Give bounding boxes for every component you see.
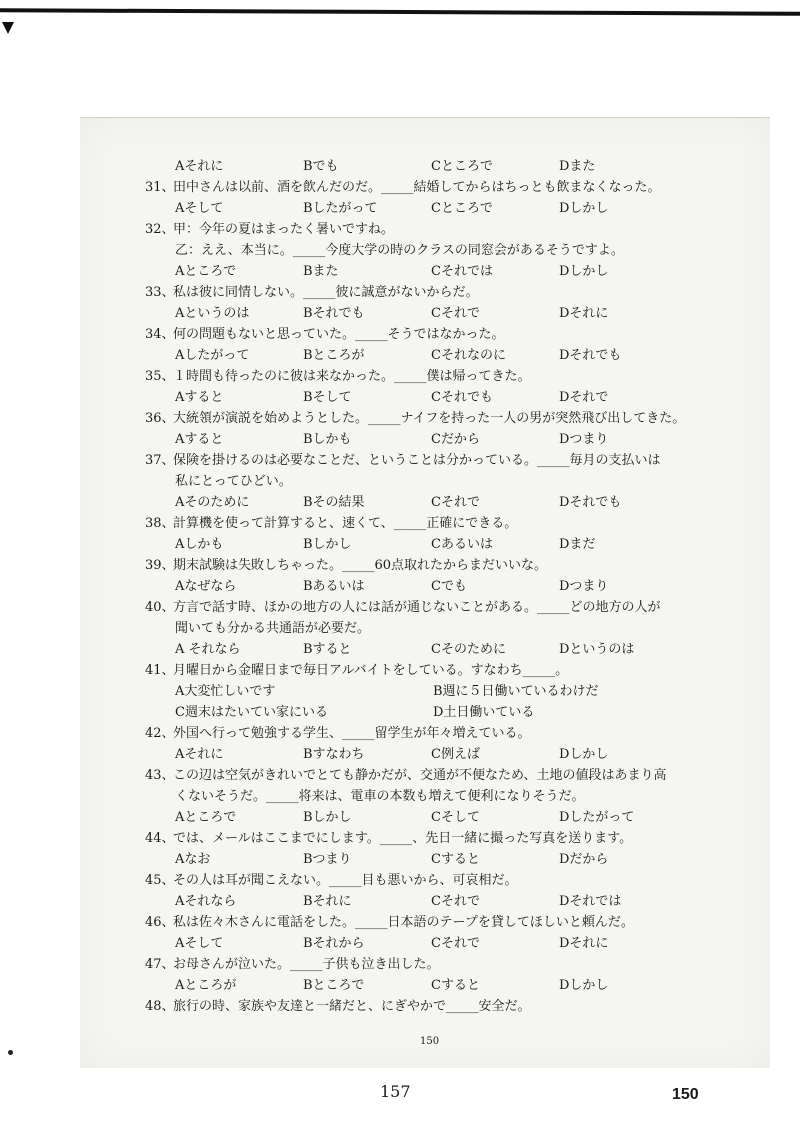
answer-option: Cすると [431, 852, 480, 867]
question-text-continued: くないそうだ。_____将来は、電車の本数も増えて便利になりそうだ。 [175, 789, 585, 804]
stamp-page-number: 150 [672, 1086, 699, 1103]
question-text: その人は耳が聞こえない。_____目も悪いから、可哀相だ。 [173, 873, 518, 888]
answer-options [145, 975, 735, 996]
question-line [145, 660, 735, 681]
question-text: 外国へ行って勉強する学生、_____留学生が年々増えている。 [173, 726, 531, 741]
question-text: 保険を掛けるのは必要なことだ、ということは分かっている。_____毎月の支払いは [173, 453, 661, 468]
answer-options [145, 261, 735, 282]
question-item [145, 219, 735, 282]
answer-option: Aなお [175, 852, 211, 867]
question-text-continued: 聞いても分かる共通語が必要だ。 [175, 621, 371, 636]
question-number: 35、 [145, 369, 175, 384]
answer-option: Dまた [559, 159, 596, 174]
question-item [145, 366, 735, 408]
question-number: 42、 [145, 726, 175, 741]
answer-option: Aそのために [175, 495, 250, 510]
question-line [145, 177, 735, 198]
question-line [145, 555, 735, 576]
answer-option: Aすると [175, 390, 224, 405]
question-text: 私は佐々木さんに電話をした。_____日本語のテープを貸してほしいと頼んだ。 [173, 915, 634, 930]
question-text: お母さんが泣いた。_____子供も泣き出した。 [173, 957, 440, 972]
question-item [145, 828, 735, 870]
answer-options [145, 345, 735, 366]
scan-dot [8, 1050, 13, 1055]
answer-options [145, 702, 735, 723]
answer-option: Dつまり [559, 579, 609, 594]
question-text: この辺は空気がきれいでとても静かだが、交通が不便なため、土地の値段はあまり高 [173, 768, 667, 783]
question-line [145, 996, 735, 1017]
page-number: 157 [380, 1082, 411, 1101]
question-item [145, 555, 735, 597]
question-item [145, 450, 735, 513]
answer-option: Dそれに [559, 936, 609, 951]
question-line [145, 366, 735, 387]
answer-option: C例えば [431, 747, 480, 762]
question-text-continued: 私にとってひどい。 [175, 474, 292, 489]
question-number: 40、 [145, 600, 175, 615]
answer-option: Dそれでも [559, 348, 622, 363]
question-text: 計算機を使って計算すると、速くて、_____正確にできる。 [173, 516, 518, 531]
question-text: 方言で話す時、ほかの地方の人には話が通じないことがある。_____どの地方の人が [173, 600, 661, 615]
answer-option: Bしたがって [303, 201, 378, 216]
question-item [145, 597, 735, 660]
question-line [145, 828, 735, 849]
question-text: １時間も待ったのに彼は来なかった。_____僕は帰ってきた。 [173, 369, 531, 384]
answer-option: Aなぜなら [175, 579, 237, 594]
question-number: 39、 [145, 558, 175, 573]
answer-option: Dつまり [559, 432, 609, 447]
answer-option: D土日働いている [433, 705, 535, 720]
question-number: 31、 [145, 180, 175, 195]
question-text-continued: 乙：ええ、本当に。_____今度大学の時のクラスの同窓会があるそうですよ。 [175, 243, 624, 258]
answer-option: Aところで [175, 810, 237, 825]
answer-option: Bあるいは [303, 579, 365, 594]
scan-top-edge [0, 8, 800, 15]
answer-option: Cそして [431, 810, 480, 825]
answer-options [145, 681, 735, 702]
answer-option: Aすると [175, 432, 224, 447]
answer-option: Cすると [431, 978, 480, 993]
question-item [145, 660, 735, 723]
question-item [145, 996, 735, 1017]
question-text: 旅行の時、家族や友達と一緒だと、にぎやかで_____安全だ。 [173, 999, 531, 1014]
answer-options [145, 156, 735, 177]
answer-options [145, 933, 735, 954]
answer-option: Cでも [431, 579, 467, 594]
answer-options [145, 744, 735, 765]
answer-option: Aしたがって [175, 348, 250, 363]
question-number: 47、 [145, 957, 175, 972]
question-item [145, 765, 735, 828]
answer-option: Aそれに [175, 747, 224, 762]
question-line [145, 513, 735, 534]
answer-option: Bしかも [303, 432, 352, 447]
question-text: 期末試験は失敗しちゃった。_____60点取れたからまだいいな。 [173, 558, 548, 573]
question-item [145, 324, 735, 366]
answer-option: C週末はたいてい家にいる [175, 705, 328, 720]
answer-option: Bまた [303, 264, 339, 279]
corner-mark [2, 22, 14, 34]
answer-option: Bそして [303, 390, 352, 405]
question-number: 37、 [145, 453, 175, 468]
answer-options [145, 534, 735, 555]
answer-option: Dしかし [559, 978, 609, 993]
answer-option: Dしたがって [559, 810, 635, 825]
question-item [145, 513, 735, 555]
answer-option: Dそれに [559, 306, 609, 321]
question-text: 月曜日から金曜日まで毎日アルバイトをしている。すなわち_____。 [173, 663, 569, 678]
answer-option: B週に５日働いているわけだ [433, 684, 599, 699]
answer-option: Dしかし [559, 747, 609, 762]
question-line [145, 597, 735, 618]
question-text: 甲：今年の夏はまったく暑いですね。 [173, 222, 395, 237]
question-line [145, 723, 735, 744]
answer-option: Aところが [175, 978, 237, 993]
answer-option: Bそれに [303, 894, 352, 909]
answer-option: Cそれで [431, 306, 480, 321]
answer-option: Cところで [431, 159, 493, 174]
answer-options [145, 807, 735, 828]
question-item [145, 954, 735, 996]
answer-option: Aところで [175, 264, 237, 279]
question-item [145, 177, 735, 219]
answer-option: Bすなわち [303, 747, 365, 762]
question-number: 32、 [145, 222, 175, 237]
question-line [145, 912, 735, 933]
answer-option: Aというのは [175, 306, 250, 321]
answer-option: Bその結果 [303, 495, 365, 510]
question-text: 大統領が演説を始めようとした。_____ナイフを持った一人の男が突然飛び出してきた。 [173, 411, 686, 426]
question-number: 43、 [145, 768, 175, 783]
answer-option: Cそれで [431, 936, 480, 951]
answer-options [145, 198, 735, 219]
question-text: では、メールはここまでにします。_____、先日一緒に撮った写真を送ります。 [173, 831, 633, 846]
question-line [145, 954, 735, 975]
question-item [145, 282, 735, 324]
answer-option: Cそれで [431, 894, 480, 909]
answer-option: A大変忙しいです [175, 684, 276, 699]
answer-option: Aそして [175, 201, 224, 216]
question-line [145, 870, 735, 891]
answer-option: Bところが [303, 348, 365, 363]
answer-option: Aしかも [175, 537, 224, 552]
answer-options [145, 576, 735, 597]
answer-option: Bしかし [303, 810, 352, 825]
question-number: 45、 [145, 873, 175, 888]
question-item [145, 870, 735, 912]
question-line [145, 219, 735, 240]
answer-option: Cそれで [431, 495, 480, 510]
question-number: 48、 [145, 999, 175, 1014]
answer-option: Dしかし [559, 264, 609, 279]
answer-option: Bそれから [303, 936, 365, 951]
answer-option: Aそして [175, 936, 224, 951]
question-number: 33、 [145, 285, 175, 300]
answer-option: Bしかし [303, 537, 352, 552]
question-text: 田中さんは以前、酒を飲んだのだ。_____結婚してからはちっとも飲まなくなった。 [173, 180, 661, 195]
question-list [145, 156, 735, 1017]
question-item [145, 723, 735, 765]
question-line [145, 282, 735, 303]
question-text: 何の問題もないと思っていた。_____そうではなかった。 [173, 327, 505, 342]
question-number: 34、 [145, 327, 175, 342]
answer-option: Cあるいは [431, 537, 493, 552]
answer-options [145, 492, 735, 513]
answer-option: Bすると [303, 642, 352, 657]
answer-options [145, 429, 735, 450]
question-item [145, 408, 735, 450]
answer-options [145, 639, 735, 660]
question-number: 36、 [145, 411, 175, 426]
answer-options [145, 849, 735, 870]
answer-option: Dだから [559, 852, 609, 867]
answer-option: Dしかし [559, 201, 609, 216]
answer-option: Cそのために [431, 642, 506, 657]
question-number: 41、 [145, 663, 175, 678]
answer-option: Aそれなら [175, 894, 237, 909]
question-item [145, 156, 735, 177]
question-item [145, 912, 735, 954]
question-text: 私は彼に同情しない。_____彼に誠意がないからだ。 [173, 285, 479, 300]
question-line [145, 408, 735, 429]
answer-option: Cそれでは [431, 264, 493, 279]
sheet-footer-number: 150 [420, 1036, 440, 1047]
answer-options [145, 891, 735, 912]
answer-option: Bそれでも [303, 306, 365, 321]
question-number: 44、 [145, 831, 175, 846]
answer-option: Dまだ [559, 537, 596, 552]
answer-option: Cそれなのに [431, 348, 506, 363]
answer-option: Dそれでも [559, 495, 622, 510]
question-number: 46、 [145, 915, 175, 930]
question-line [145, 324, 735, 345]
question-line [145, 765, 735, 786]
answer-option: Bつまり [303, 852, 352, 867]
answer-option: Bところで [303, 978, 365, 993]
answer-option: Dそれでは [559, 894, 622, 909]
answer-option: Bでも [303, 159, 339, 174]
answer-options [145, 387, 735, 408]
answer-option: Aそれに [175, 159, 224, 174]
answer-option: Dというのは [559, 642, 635, 657]
answer-option: Cだから [431, 432, 480, 447]
answer-options [145, 303, 735, 324]
answer-option: Cところで [431, 201, 493, 216]
question-number: 38、 [145, 516, 175, 531]
question-line [145, 450, 735, 471]
answer-option: Dそれで [559, 390, 609, 405]
answer-option: A それなら [175, 642, 241, 657]
answer-option: Cそれでも [431, 390, 493, 405]
